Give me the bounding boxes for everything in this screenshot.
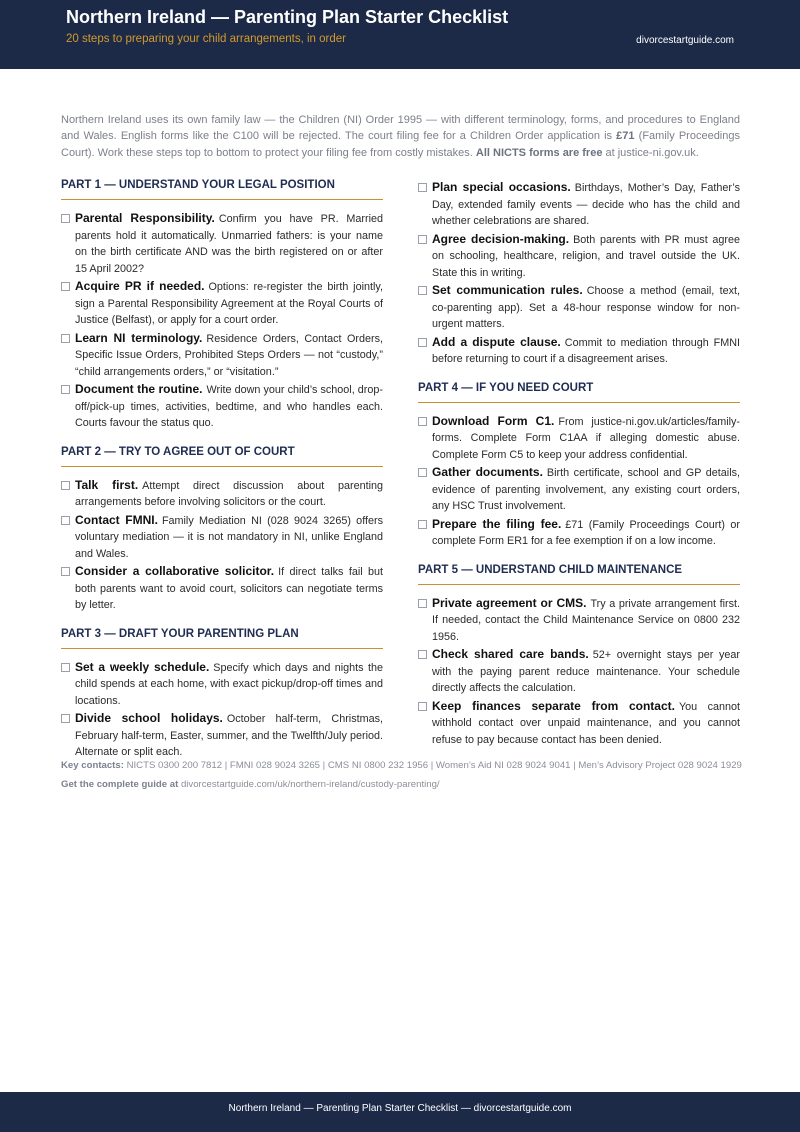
item-title: Gather documents. [432,465,543,479]
item-text: Attempt direct discussion about parenting arrangements before involving solicitors or the court. [75,479,383,508]
item-title: Contact FMNI. [75,512,158,527]
page-title: Northern Ireland — Parenting Plan Starter Checklist [66,7,509,27]
item-title: Add a dispute clause. [432,334,561,349]
item-title: Agree decision-making. [432,231,570,246]
item-text: Try a private arrangement first. If needed, contact the Child Maintenance Service on 0800 232 1956. [432,597,740,643]
item-title: Keep finances separate from contact. [432,698,675,713]
item-title: Private agreement or CMS. [432,595,587,610]
guide-link[interactable]: divorcestartguide.com/uk/northern-ireland/custody-parenting/ [178,779,440,790]
item-title: Parental Responsibility. [75,211,215,225]
checklist-item [61,477,383,511]
item-text: Family Mediation NI (028 9024 3265) offers voluntary mediation — it is not mandatory in NI, unlike England and Wales. [75,514,383,560]
intro-text-2: (Family Proceedings Court). Work these steps top to bottom to protect your filing fee from costly mistakes. [61,130,740,159]
part-1-heading: PART 1 — UNDERSTAND YOUR LEGAL POSITION [61,179,383,200]
item-text: Options: re-register the birth jointly, sign a Parental Responsibility Agreement at the Royal Courts of Justice (Belfast), or apply for a court order. [75,281,383,326]
item-title: Set a weekly schedule. [75,659,210,674]
item-text: Commit to mediation through FMNI before returning to court if a disagreement arises. [432,336,740,365]
checkbox[interactable] [61,516,70,525]
item-title: Learn NI terminology. [75,330,203,345]
checklist-item [61,512,383,563]
key-contacts [61,756,751,794]
checklist-item [61,381,383,432]
item-text: £71 (Family Proceedings Court) or complete Form ER1 for a fee exemption if on a low income. [432,518,740,547]
intro-text-3: at justice-ni.gov.uk. [602,146,699,159]
right-column [418,179,740,749]
checkbox[interactable] [61,214,70,223]
header-banner [0,0,800,69]
item-text: Both parents with PR must agree on schooling, healthcare, religion, and travel outside the UK. State this in writing. [432,233,740,279]
item-text: October half-term, Christmas, February half-term, Easter, summer, and the Twelfth/July period. Alternate or split each. [75,713,383,758]
item-title: Check shared care bands. [432,647,589,661]
part-4-heading: PART 4 — IF YOU NEED COURT [418,382,740,403]
item-title: Talk first. [75,477,139,492]
item-text: Write down your child’s school, drop-off/pick-up times, activities, bedtime, and who handles each. Courts favour the status quo. [75,384,383,429]
checklist-item [418,464,740,515]
contacts-text: NICTS 0300 200 7812 | FMNI 028 9024 3265 | CMS NI 0800 232 1956 | Women’s Aid NI 028 9024 9041 | Men’s Advisory Project 028 9024 1929 [123,760,742,771]
guide-line [61,775,751,794]
item-title: Consider a collaborative solicitor. [75,564,275,578]
item-text: Choose a method (email, text, co-parenting app). Set a 48-hour response window for non-urgent matters. [432,285,740,330]
item-title: Acquire PR if needed. [75,279,205,293]
checkbox[interactable] [418,183,427,192]
footer-text: Northern Ireland — Parenting Plan Starter Checklist — divorcestartguide.com [228,1103,572,1114]
checklist-item [61,330,383,381]
contacts-label: Key contacts: [61,760,124,771]
item-text: Specify which days and nights the child spends at each home, with exact pickup/drop-off times and locations. [75,661,383,707]
item-text: You cannot withhold contact over unpaid maintenance, and you cannot refuse to pay because contact has been denied. [432,700,740,746]
checkbox[interactable] [418,235,427,244]
checkbox[interactable] [61,334,70,343]
intro-fee: £71 [616,130,635,143]
checkbox[interactable] [418,417,427,426]
checkbox[interactable] [418,702,427,711]
item-title: Divide school holidays. [75,711,223,725]
contacts-line [61,756,751,775]
checklist-item [418,179,740,230]
item-title: Prepare the filing fee. [432,516,562,531]
checkbox[interactable] [418,468,427,477]
checkbox[interactable] [61,714,70,723]
checkbox[interactable] [61,663,70,672]
part-2-heading: PART 2 — TRY TO AGREE OUT OF COURT [61,446,383,467]
checkbox[interactable] [61,385,70,394]
checklist-item [61,278,383,329]
item-text: Birth certificate, school and GP details, evidence of parenting involvement, any existing court orders, any HSC Trust involvement. [432,467,740,512]
item-text: Residence Orders, Contact Orders, Specific Issue Orders, Prohibited Steps Orders — not “custody,” “child arrangements orders,” or “visitation.” [75,332,383,378]
checklist-item [418,516,740,550]
item-text: Confirm you have PR. Married parents hold it automatically. Unmarried fathers: is your name on the birth certificate AND was the birth registered on or after 15 April 2002? [75,213,383,275]
checkbox[interactable] [61,282,70,291]
item-title: Document the routine. [75,382,203,396]
item-text: 52+ overnight stays per year with the paying parent reduce maintenance. Your schedule directly affects the calculation. [432,649,740,694]
checklist-item [418,231,740,282]
item-title: Plan special occasions. [432,180,571,194]
checklist-item [418,334,740,368]
item-text: Birthdays, Mother’s Day, Father’s Day, extended family events — decide who has the child and whether celebrations are shared. [432,182,740,227]
checklist-item [418,698,740,749]
checkbox[interactable] [418,338,427,347]
checklist-item [418,646,740,697]
checkbox[interactable] [61,567,70,576]
item-title: Download Form C1. [432,413,555,428]
intro-free-forms: All NICTS forms are free [475,146,603,159]
checkbox[interactable] [418,286,427,295]
part-5-heading: PART 5 — UNDERSTAND CHILD MAINTENANCE [418,564,740,585]
part-3-heading: PART 3 — DRAFT YOUR PARENTING PLAN [61,628,383,649]
checklist-item [61,659,383,710]
checklist-item [61,210,383,277]
checklist-item [418,595,740,646]
item-text: From justice-ni.gov.uk/articles/family-forms. Complete Form C1AA if alleging domestic abuse. Complete Form C5 to keep your address confidential. [432,415,740,461]
footer-banner [0,1092,800,1132]
checklist-item [418,413,740,464]
checklist-item [418,282,740,333]
item-title: Set communication rules. [432,283,583,297]
checklist-item [61,563,383,614]
intro-paragraph [61,112,740,161]
site-name: divorcestartguide.com [636,35,734,46]
left-column [61,179,383,762]
checkbox[interactable] [61,481,70,490]
checkbox[interactable] [418,650,427,659]
intro-text-1: Northern Ireland uses its own family law — the Children (NI) Order 1995 — with different terminology, forms, and procedures to England and Wales. English forms like the C100 will be rejected. The court filing fee for a Children Order application is [61,114,740,143]
checkbox[interactable] [418,520,427,529]
checkbox[interactable] [418,599,427,608]
page-subtitle: 20 steps to preparing your child arrangements, in order [66,33,346,45]
guide-label: Get the complete guide at [61,779,179,790]
checklist-item [61,710,383,761]
item-text: If direct talks fail but both parents want to avoid court, solicitors can negotiate terms by letter. [75,566,383,611]
